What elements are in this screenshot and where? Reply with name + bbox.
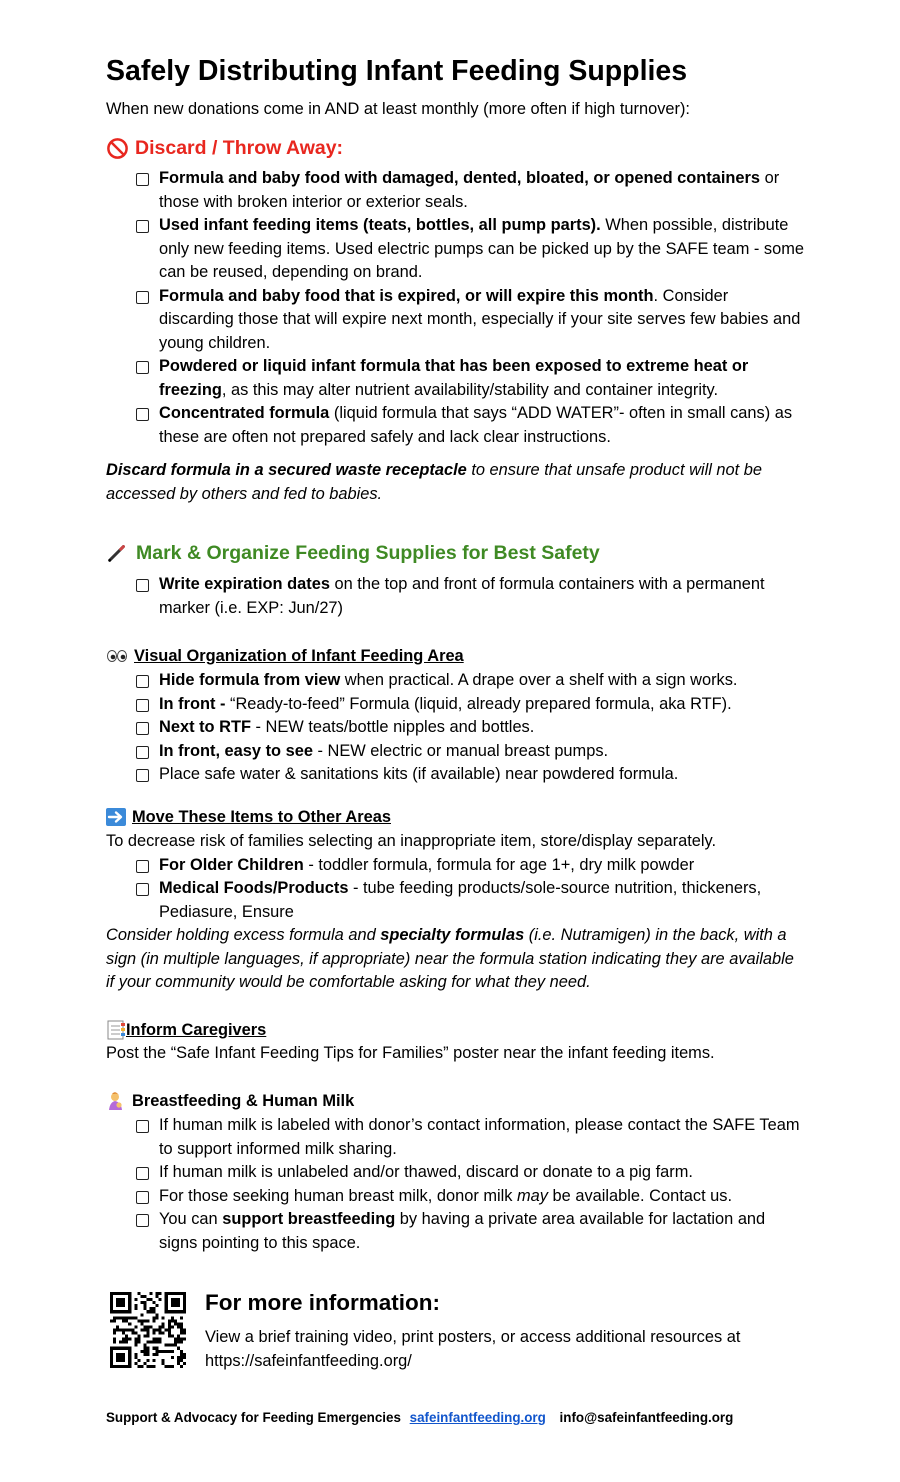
item-bold-text: Formula and baby food with damaged, dented, bloated, or opened containers bbox=[159, 169, 761, 187]
item-bold-text: Powdered or liquid infant formula that has been exposed to extreme heat or freezing bbox=[159, 357, 749, 399]
item-text-a: You can bbox=[159, 1210, 223, 1228]
item-text: - NEW electric or manual breast pumps. bbox=[312, 741, 609, 760]
item-text-b: be available. Contact us. bbox=[548, 1186, 733, 1205]
footer-website-link[interactable]: safeinfantfeeding.org bbox=[409, 1410, 546, 1425]
item-text-em: may bbox=[517, 1186, 548, 1205]
item-text: (liquid formula that says “ADD WATER”- often in small cans) as these are often not prepared safely and lack clear instructions. bbox=[159, 404, 793, 446]
visual-section bbox=[106, 645, 806, 787]
right-arrow-icon bbox=[106, 808, 126, 826]
checkbox[interactable] bbox=[136, 769, 149, 782]
discard-note-bold: Discard formula in a secured waste receptacle bbox=[106, 461, 467, 479]
checkbox[interactable] bbox=[136, 291, 149, 304]
item-text: - tube feeding products/sole-source nutrition, thickeners, Pediasure, Ensure bbox=[159, 879, 762, 921]
pen-icon bbox=[106, 542, 128, 564]
item-bold-text: For Older Children bbox=[159, 855, 304, 874]
item-text: or those with broken interior or exterior seals. bbox=[159, 169, 780, 211]
item-bold-text: Used infant feeding items (teats, bottles, all pump parts). bbox=[159, 216, 601, 234]
breast-heading bbox=[106, 1090, 806, 1112]
item-text-bold: support breastfeeding bbox=[222, 1210, 396, 1228]
prohibited-icon bbox=[106, 137, 129, 160]
inform-section bbox=[106, 1019, 806, 1066]
item-text: Place safe water & sanitations kits (if available) near powdered formula. bbox=[159, 765, 679, 783]
item-text-a: For those seeking human breast milk, donor milk bbox=[159, 1186, 518, 1205]
checklist-item bbox=[136, 693, 806, 717]
item-bold-text: Next to RTF bbox=[159, 718, 251, 736]
checklist-item bbox=[136, 1114, 806, 1161]
item-bold-text: Formula and baby food that is expired, or will expire this month bbox=[159, 286, 654, 305]
discard-heading-label: Discard / Throw Away: bbox=[135, 137, 344, 159]
breast-section bbox=[106, 1090, 806, 1255]
bookmark-tabs-icon bbox=[106, 1020, 126, 1040]
item-bold-text: Write expiration dates bbox=[159, 575, 330, 593]
checklist-item bbox=[136, 669, 806, 693]
item-text: When possible, distribute only new feeding items. Used electric pumps can be picked up by the SAFE team - some can be reused, depending on brand. bbox=[159, 216, 805, 281]
inform-text: Post the “Safe Infant Feeding Tips for Families” poster near the infant feeding items. bbox=[106, 1044, 715, 1062]
item-text: “Ready-to-feed” Formula (liquid, already prepared formula, aka RTF). bbox=[225, 694, 732, 713]
checkbox[interactable] bbox=[136, 361, 149, 374]
checkbox[interactable] bbox=[136, 699, 149, 712]
checklist-item bbox=[136, 214, 806, 285]
breastfeeding-icon bbox=[106, 1091, 126, 1111]
checklist-item bbox=[136, 573, 806, 620]
mark-heading-label: Mark & Organize Feeding Supplies for Best Safety bbox=[136, 542, 600, 564]
checkbox[interactable] bbox=[136, 1191, 149, 1204]
item-bold-text: In front, easy to see bbox=[159, 741, 313, 760]
checkbox[interactable] bbox=[136, 173, 149, 186]
item-bold-text: Hide formula from view bbox=[159, 671, 341, 689]
visual-heading-label: Visual Organization of Infant Feeding Area bbox=[134, 647, 464, 665]
visual-checklist bbox=[106, 669, 806, 787]
footer-email: info@safeinfantfeeding.org bbox=[559, 1410, 734, 1425]
checkbox[interactable] bbox=[136, 408, 149, 421]
checkbox[interactable] bbox=[136, 722, 149, 735]
item-text-a: If human milk is labeled with donor’s contact information, please contact the SAFE Team to support informed milk sharing. bbox=[159, 1116, 800, 1158]
page-title: Safely Distributing Infant Feeding Supplies bbox=[106, 55, 688, 87]
checklist-item bbox=[136, 167, 806, 214]
checkbox[interactable] bbox=[136, 675, 149, 688]
item-text: - toddler formula, formula for age 1+, dry milk powder bbox=[303, 855, 695, 874]
checklist-item bbox=[136, 716, 806, 740]
mark-checklist bbox=[106, 573, 806, 620]
item-text-c: by having a private area available for lactation and signs pointing to this space. bbox=[159, 1210, 766, 1252]
item-text: - NEW teats/bottle nipples and bottles. bbox=[250, 718, 535, 736]
move-checklist bbox=[106, 854, 806, 925]
move-heading-label: Move These Items to Other Areas bbox=[132, 808, 391, 826]
checkbox[interactable] bbox=[136, 579, 149, 592]
eyes-icon bbox=[106, 649, 128, 663]
checklist-item bbox=[136, 854, 806, 878]
checklist-item bbox=[136, 285, 806, 356]
move-section bbox=[106, 806, 806, 995]
move-note-b: (i.e. Nutramigen) in the back, with a sign (in multiple languages, if appropriate) near the formula station indicating they are available if your community would be comfortable asking for what they need. bbox=[106, 926, 794, 991]
checkbox[interactable] bbox=[136, 746, 149, 759]
more-info-text: View a brief training video, print posters, or access additional resources at https://safeinfantfeeding.org/ bbox=[205, 1328, 741, 1370]
move-note-a: Consider holding excess formula and bbox=[106, 926, 381, 944]
inform-heading bbox=[106, 1019, 806, 1041]
discard-checklist bbox=[106, 167, 806, 449]
checklist-item bbox=[136, 877, 806, 924]
move-note bbox=[106, 924, 806, 995]
breast-heading-label: Breastfeeding & Human Milk bbox=[132, 1092, 355, 1110]
checklist-item bbox=[136, 402, 806, 449]
checkbox[interactable] bbox=[136, 1167, 149, 1180]
checkbox[interactable] bbox=[136, 1214, 149, 1227]
checkbox[interactable] bbox=[136, 220, 149, 233]
item-text: when practical. A drape over a shelf with a sign works. bbox=[340, 671, 738, 689]
visual-heading bbox=[106, 645, 806, 667]
discard-note bbox=[106, 459, 806, 506]
checkbox[interactable] bbox=[136, 1120, 149, 1133]
item-bold-text: In front - bbox=[159, 694, 226, 713]
discard-note-rest: to ensure that unsafe product will not be accessed by others and fed to babies. bbox=[106, 461, 762, 503]
checkbox[interactable] bbox=[136, 883, 149, 896]
mark-section bbox=[106, 540, 806, 620]
document-page bbox=[106, 52, 806, 506]
checklist-item bbox=[136, 763, 806, 787]
more-info-heading: For more information: bbox=[205, 1290, 440, 1315]
move-text: To decrease risk of families selecting an inappropriate item, store/display separately. bbox=[106, 832, 717, 850]
move-note-bold: specialty formulas bbox=[380, 926, 525, 944]
item-bold-text: Concentrated formula bbox=[159, 404, 330, 422]
checklist-item bbox=[136, 1185, 806, 1209]
mark-heading bbox=[106, 540, 806, 566]
item-text: on the top and front of formula containers with a permanent marker (i.e. EXP: Jun/27) bbox=[159, 575, 765, 617]
checklist-item bbox=[136, 1161, 806, 1185]
checklist-item bbox=[136, 355, 806, 402]
more-info-section bbox=[205, 1288, 805, 1373]
footer bbox=[106, 1410, 733, 1425]
discard-heading bbox=[106, 135, 806, 161]
item-text-a: If human milk is unlabeled and/or thawed, discard or donate to a pig farm. bbox=[159, 1163, 693, 1181]
move-heading bbox=[106, 806, 806, 828]
item-bold-text: Medical Foods/Products bbox=[159, 879, 349, 897]
inform-heading-label: Inform Caregivers bbox=[126, 1021, 267, 1039]
footer-org: Support & Advocacy for Feeding Emergencies bbox=[106, 1410, 401, 1425]
intro-text: When new donations come in AND at least monthly (more often if high turnover): bbox=[106, 100, 690, 118]
checkbox[interactable] bbox=[136, 860, 149, 873]
item-text: , as this may alter nutrient availability/stability and container integrity. bbox=[221, 380, 719, 399]
item-text: . Consider discarding those that will expire next month, especially if your site serves few babies and young children. bbox=[159, 286, 801, 352]
checklist-item bbox=[136, 1208, 806, 1255]
checklist-item bbox=[136, 740, 806, 764]
qr-code-icon bbox=[110, 1292, 186, 1373]
breast-checklist bbox=[106, 1114, 806, 1255]
